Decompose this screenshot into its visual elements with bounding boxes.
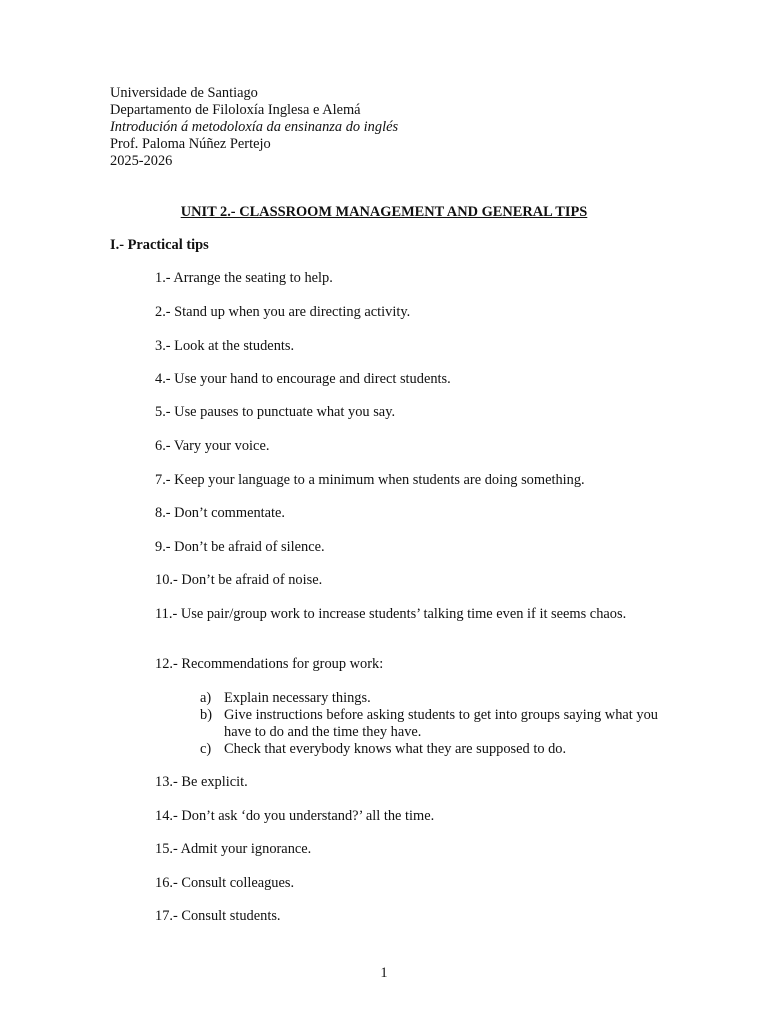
group-work-item xyxy=(200,741,658,758)
list-marker: b) xyxy=(200,707,212,723)
tip-item: 11.- Use pair/group work to increase students’ talking time even if it seems chaos. xyxy=(155,606,627,622)
group-work-text: Give instructions before asking students to get into groups saying what you have to do and the time they have. xyxy=(224,707,658,740)
academic-year: 2025-2026 xyxy=(110,153,173,169)
tip-item: 5.- Use pauses to punctuate what you say. xyxy=(155,404,396,420)
list-marker: a) xyxy=(200,690,212,706)
section-heading: I.- Practical tips xyxy=(110,237,209,253)
tip-item: 7.- Keep your language to a minimum when students are doing something. xyxy=(155,472,585,488)
university-name: Universidade de Santiago xyxy=(110,85,258,101)
tip-item: 14.- Don’t ask ‘do you understand?’ all the time. xyxy=(155,808,435,824)
tip-item: 13.- Be explicit. xyxy=(155,774,248,790)
unit-title: UNIT 2.- CLASSROOM MANAGEMENT AND GENERAL TIPS xyxy=(180,204,588,220)
group-work-item xyxy=(200,707,658,741)
group-work-item xyxy=(200,690,658,707)
tip-item: 16.- Consult colleagues. xyxy=(155,875,295,891)
tip-item: 9.- Don’t be afraid of silence. xyxy=(155,539,325,555)
page-number: 1 xyxy=(380,965,388,981)
tip-item: 8.- Don’t commentate. xyxy=(155,505,286,521)
group-work-text: Check that everybody knows what they are supposed to do. xyxy=(224,741,567,757)
list-marker: c) xyxy=(200,741,212,757)
tip-item: 2.- Stand up when you are directing activity. xyxy=(155,304,411,320)
tip-item: 15.- Admit your ignorance. xyxy=(155,841,312,857)
course-name: Introdución á metodoloxía da ensinanza do inglés xyxy=(110,119,399,135)
group-work-text: Explain necessary things. xyxy=(224,690,371,706)
tip-item: 10.- Don’t be afraid of noise. xyxy=(155,572,323,588)
tip-item: 4.- Use your hand to encourage and direct students. xyxy=(155,371,451,387)
tip-item: 6.- Vary your voice. xyxy=(155,438,270,454)
department-name: Departamento de Filoloxía Inglesa e Alemá xyxy=(110,102,361,118)
tip-item: 3.- Look at the students. xyxy=(155,338,295,354)
tip-item: 12.- Recommendations for group work: xyxy=(155,656,384,672)
tip-item: 1.- Arrange the seating to help. xyxy=(155,270,333,286)
professor-name: Prof. Paloma Núñez Pertejo xyxy=(110,136,271,152)
tip-item: 17.- Consult students. xyxy=(155,908,281,924)
